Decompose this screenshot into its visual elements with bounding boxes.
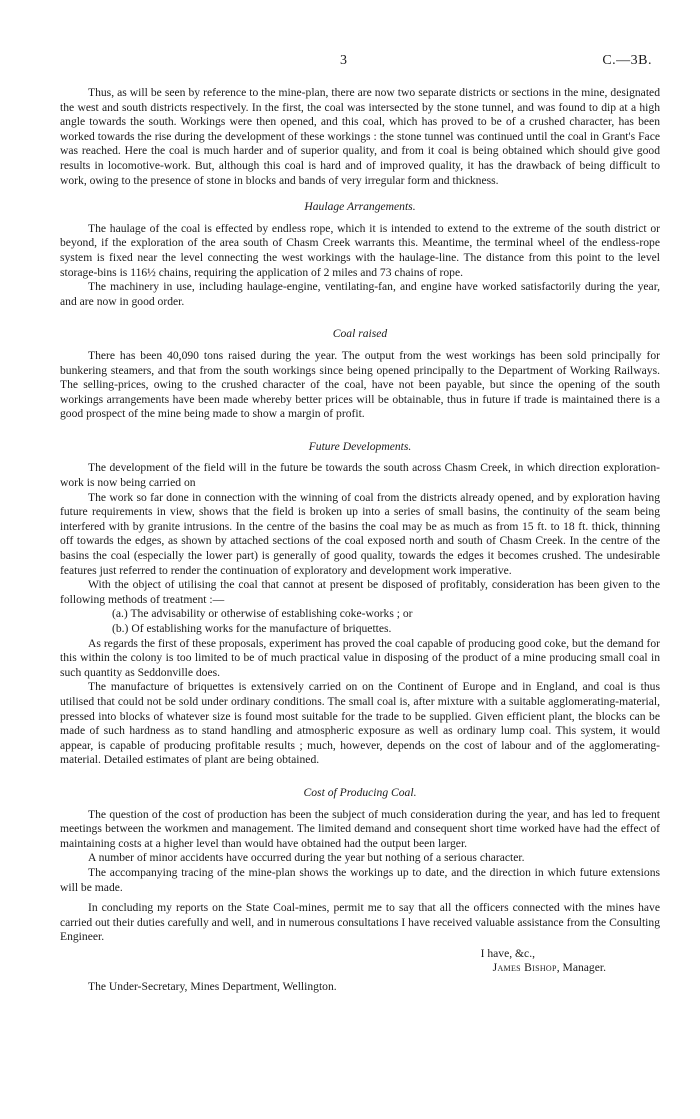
signature-title: , Manager. — [556, 961, 606, 975]
intro-paragraph: Thus, as will be seen by reference to the mine-plan, there are now two separate districts or sections in the mine, designated the west and south districts respectively. In the first, the coal was intersected by the stone tunnel, and was found to dip at a high angle towards the south. Workings were then opened, and this coal, which has proved to be of a crushed character, has been worked towards the rise during the development of these workings : the stone tunnel was continued until the coal in Grant's Face was reached. Here the coal is much harder and of superior quality, and from it coal is being obtained which should give good results in locomotive-work. But, although this coal is hard and of improved quality, it has the drawback of being difficult to work, owing to the presence of stone in blocks and bands of very irregular form and thickness. — [60, 86, 660, 187]
signature-salutation: I have, &c., — [480, 946, 535, 960]
signature-name: James Bishop — [492, 961, 557, 975]
future-paragraph: The manufacture of briquettes is extensively carried on on the Continent of Europe and in England, and coal is thus utilised that could not be sold under ordinary conditions. The small coal is, after mixture with a suitable agglomerating-material, pressed into blocks of whatever size is found most suitable for the trade to be supplied. Given efficient plant, the blocks can be made of such hardness as to stand handling and atmospheric exposure as well as ordinary lump coal. This system, it would appear, is capable of producing profitable results ; much, however, depends on the cost of labour and of the agglomerating-material. Detailed estimates of plant are being obtained. — [60, 680, 660, 767]
section-heading-cost: Cost of Producing Coal. — [303, 785, 417, 799]
cost-paragraph: The question of the cost of production has been the subject of much consideration during the year, and has led to frequent meetings between the workmen and management. The limited demand and consequent short time worked have had the effect of maintaining costs at a higher level than would have obtained had the output been larger. — [60, 807, 660, 850]
cost-paragraph: The accompanying tracing of the mine-plan shows the workings up to date, and the direction in which future extensions will be made. — [60, 865, 660, 894]
section-heading-future: Future Developments. — [308, 439, 412, 453]
list-item: (a.) The advisability or otherwise of establishing coke-works ; or — [112, 607, 413, 621]
coal-raised-paragraph: There has been 40,090 tons raised during the year. The output from the west workings has been sold principally for bunkering steamers, and that from the south workings since being opened principally to the Department of Working Railways. The selling-prices, owing to the crushed character of the coal, have not been payable, but since the opening of the south workings arrangements have been made whereby better prices will be obtainable, thus in future if trade is maintained there is a good prospect of the mine being made to show a margin of profit. — [60, 348, 660, 421]
list-item: (b.) Of establishing works for the manufacture of briquettes. — [112, 622, 392, 635]
cost-paragraph: A number of minor accidents have occurred during the year but nothing of a serious character. — [88, 851, 525, 865]
haulage-paragraph: The machinery in use, including haulage-engine, ventilating-fan, and engine have worked satisfactorily during the year, and are now in good order. — [60, 280, 660, 308]
document-reference: C.—3B. — [602, 53, 652, 68]
future-paragraph: The development of the field will in the future be towards the south across Chasm Creek, in which direction exploration-work is now being carried on — [60, 461, 660, 490]
future-paragraph: The work so far done in connection with the winning of coal from the districts already opened, and by exploration having future requirements in view, shows that the field is broken up into a series of small basins, the continuity of the seam being interfered with by granite intrusions. In the centre of the basins the coal may be as much as from 15 ft. to 18 ft. thick, thinning off towards the edges, as shown by attached sections of the coal exposed north and south of Chasm Creek. In the centre of the basins the coal (especially the lower part) is generally of good quality, towards the edges it becomes crushed. The undesirable features just referred to render the continuation of exploratory and development work imperative. — [60, 490, 660, 577]
signature-block — [60, 961, 660, 976]
future-paragraph: With the object of utilising the coal that cannot at present be disposed of profitably, consideration has been given to the following methods of treatment :— — [60, 578, 660, 606]
page-number: 3 — [340, 53, 347, 68]
closing-paragraph: In concluding my reports on the State Coal-mines, permit me to say that all the officers connected with the mines have carried out their duties carefully and well, and in numerous consultations I have received valuable assistance from the Consulting Engineer. — [60, 901, 660, 944]
section-heading-haulage: Haulage Arrangements. — [304, 200, 416, 214]
document-body — [60, 86, 660, 995]
section-heading-coal-raised: Coal raised — [332, 327, 388, 341]
future-paragraph: As regards the first of these proposals, experiment has proved the coal capable of producing good coke, but the demand for this within the colony is too limited to be of much practical value in disposing of the product of a mine producing small coal in such quantity as Seddonville does. — [60, 636, 660, 679]
haulage-paragraph: The haulage of the coal is effected by endless rope, which it is intended to extend to the extreme of the south district or beyond, if the exploration of the area south of Chasm Creek warrants this. Meantime, the terminal wheel of the endless-rope system is fixed near the level connecting the west workings with the haulage-line. The distance from this point to the level storage-bins is 116½ chains, requiring the application of 2 miles and 73 chains of rope. — [60, 221, 660, 279]
addressee: The Under-Secretary, Mines Department, Wellington. — [88, 980, 337, 994]
